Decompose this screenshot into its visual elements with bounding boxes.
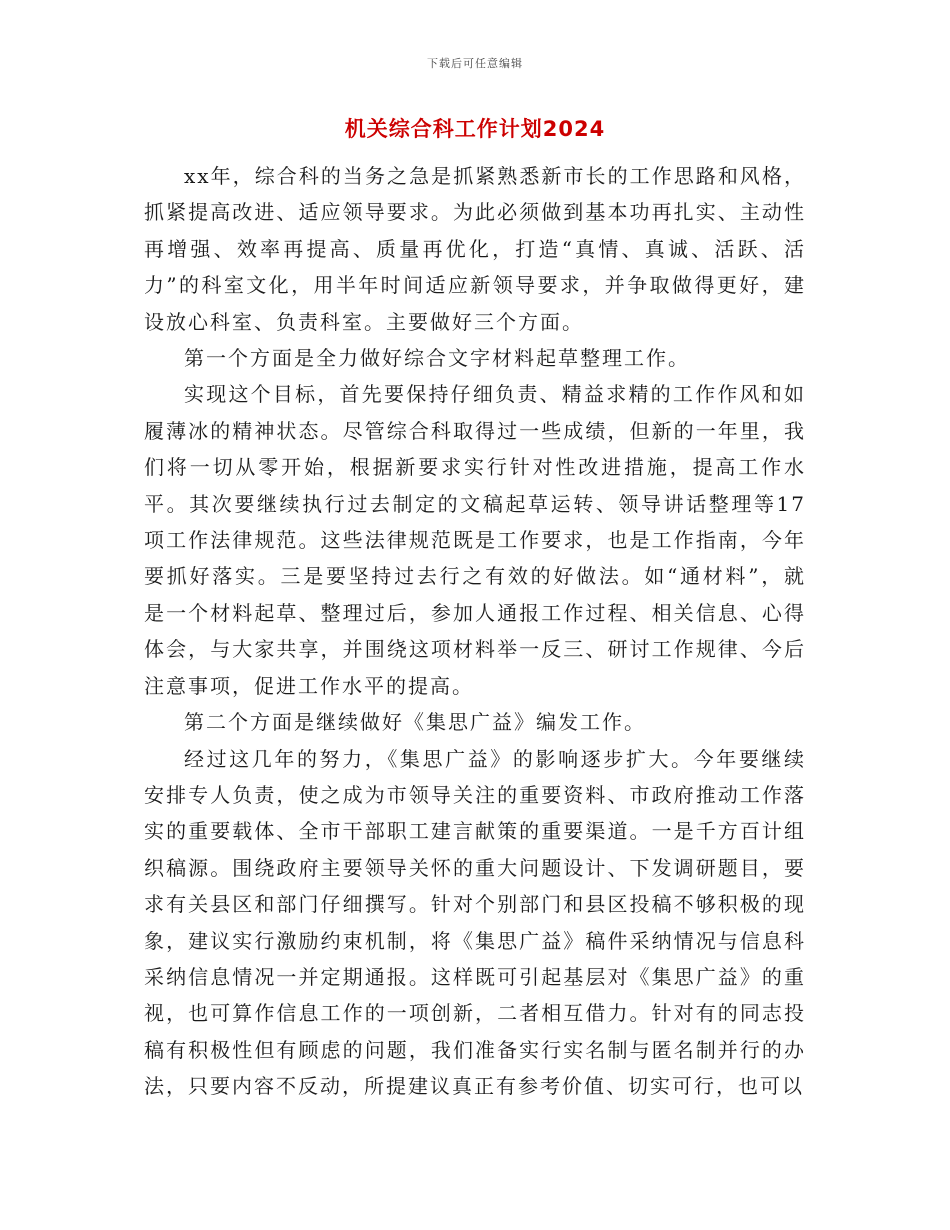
paragraph-section-one-body: 实现这个目标，首先要保持仔细负责、精益求精的工作作风和如履薄冰的精神状态。尽管综合科取得过一些成绩，但新的一年里，我们将一切从零开始，根据新要求实行针对性改进措施，提高工作水平。其次要继续执行过去制定的文稿起草运转、领导讲话整理等17项工作法律规范。这些法律规范既是工作要求，也是工作指南，今年要抓好落实。三是要坚持过去行之有效的好做法。如“通材料”，就是一个材料起草、整理过后，参加人通报工作过程、相关信息、心得体会，与大家共享，并围绕这项材料举一反三、研讨工作规律、今后注意事项，促进工作水平的提高。: [144, 382, 806, 698]
document-body: [144, 158, 806, 1105]
document-title: 机关综合科工作计划2024: [344, 117, 606, 141]
paragraph-section-one-heading: 第一个方面是全力做好综合文字材料起草整理工作。: [184, 346, 690, 371]
header-note: 下载后可任意编辑: [427, 57, 523, 70]
paragraph-section-two-body: 经过这几年的努力，《集思广益》的影响逐步扩大。今年要继续安排专人负责，使之成为市领导关注的重要资料、市政府推动工作落实的重要载体、全市干部职工建言献策的重要渠道。一是千方百计组织稿源。围绕政府主要领导关怀的重大问题设计、下发调研题目，要求有关县区和部门仔细撰写。针对个别部门和县区投稿不够积极的现象，建议实行激励约束机制，将《集思广益》稿件采纳情况与信息科采纳信息情况一并定期通报。这样既可引起基层对《集思广益》的重视，也可算作信息工作的一项创新，二者相互借力。针对有的同志投稿有积极性但有顾虑的问题，我们准备实行实名制与匿名制并行的办法，只要内容不反动，所提建议真正有参考价值、切实可行，也可以: [144, 746, 806, 1099]
paragraph-intro: xx年，综合科的当务之急是抓紧熟悉新市长的工作思路和风格，抓紧提高改进、适应领导要求。为此必须做到基本功再扎实、主动性再增强、效率再提高、质量再优化，打造“真情、真诚、活跃、活力”的科室文化，用半年时间适应新领导要求，并争取做得更好，建设放心科室、负责科室。主要做好三个方面。: [144, 164, 806, 334]
paragraph-section-two-heading: 第二个方面是继续做好《集思广益》编发工作。: [184, 710, 646, 735]
